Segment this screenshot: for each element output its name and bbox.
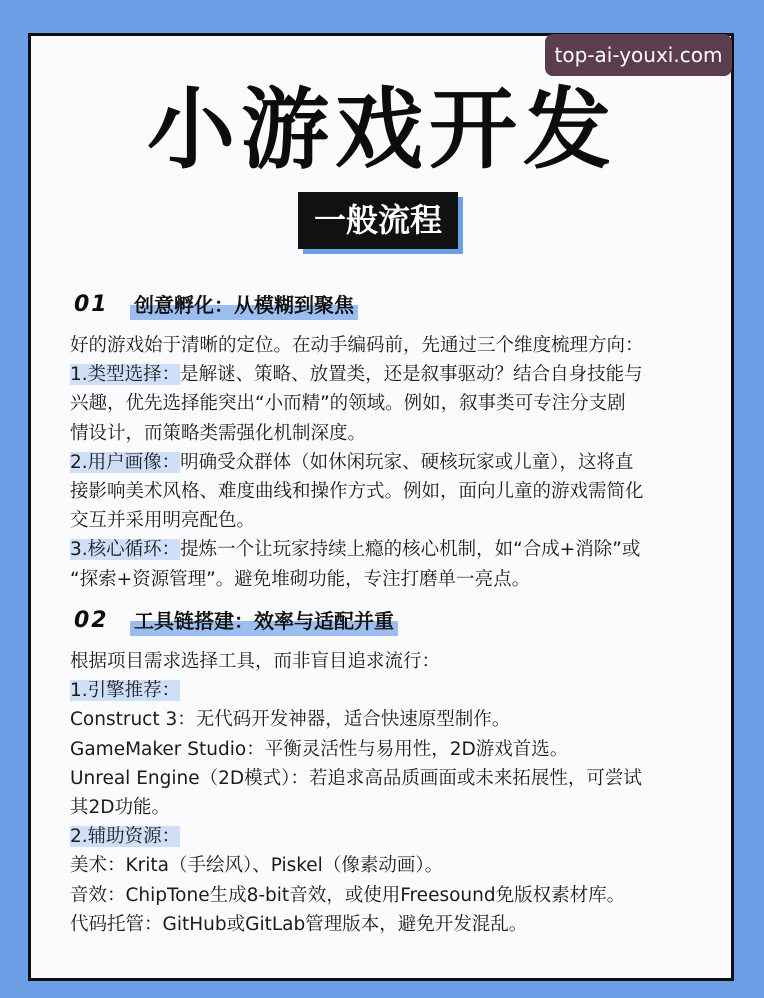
- section-1-body: [70, 331, 700, 594]
- engine-line: 其2D功能。: [70, 797, 171, 819]
- item-line: 情设计，而策略类需强化机制深度。: [70, 422, 367, 444]
- item-label: 2.用户画像：: [70, 451, 181, 473]
- section-1-number: 01: [74, 292, 109, 317]
- asset-line: 美术：Krita（手绘风）、Piskel（像素动画）。: [70, 855, 444, 877]
- section-2-intro: 根据项目需求选择工具，而非盲目追求流行：: [70, 651, 441, 672]
- item-line: 交互并采用明亮配色。: [70, 510, 256, 532]
- engine-line: Construct 3：无代码开发神器，适合快速原型制作。: [70, 709, 511, 731]
- subtitle-badge: 一般流程: [298, 192, 458, 249]
- list-item: [70, 448, 700, 477]
- engine-line: GameMaker Studio：平衡灵活性与易用性，2D游戏首选。: [70, 738, 569, 760]
- section-2-number: 02: [74, 608, 109, 633]
- item-label: 1.引擎推荐：: [70, 680, 181, 702]
- list-item: [70, 535, 700, 564]
- page-title: 小游戏开发: [146, 78, 617, 181]
- item-text: 明确受众群体（如休闲玩家、硬核玩家或儿童），这将直: [180, 451, 634, 473]
- item-line: 兴趣，优先选择能突出“小而精”的领域。例如，叙事类可专注分支剧: [70, 393, 626, 415]
- list-item: [70, 360, 700, 389]
- section-2-title: 工具链搭建：效率与适配并重: [130, 606, 398, 636]
- section-1-intro: 好的游戏始于清晰的定位。在动手编码前，先通过三个维度梳理方向：: [70, 335, 644, 356]
- section-1-title: 创意孵化：从模糊到聚焦: [130, 290, 358, 320]
- list-item: [70, 676, 700, 705]
- asset-line: 代码托管：GitHub或GitLab管理版本，避免开发混乱。: [70, 913, 528, 935]
- section-2-body: [70, 647, 700, 939]
- item-line: 接影响美术风格、难度曲线和操作方式。例如，面向儿童的游戏需简化: [70, 481, 644, 503]
- item-label: 2.辅助资源：: [70, 826, 181, 848]
- watermark-badge: top-ai-youxi.com: [545, 34, 732, 76]
- item-label: 1.类型选择：: [70, 364, 181, 386]
- item-text: 是解谜、策略、放置类，还是叙事驱动？结合自身技能与: [180, 364, 643, 386]
- list-item: [70, 822, 700, 851]
- asset-line: 音效：ChipTone生成8-bit音效，或使用Freesound免版权素材库。: [70, 884, 626, 906]
- engine-line: Unreal Engine（2D模式）：若追求高品质画面或未来拓展性，可尝试: [70, 767, 642, 789]
- item-line: “探索+资源管理”。避免堆砌功能，专注打磨单一亮点。: [70, 568, 531, 590]
- item-text: 提炼一个让玩家持续上瘾的核心机制，如“合成+消除”或: [180, 539, 641, 561]
- item-label: 3.核心循环：: [70, 539, 181, 561]
